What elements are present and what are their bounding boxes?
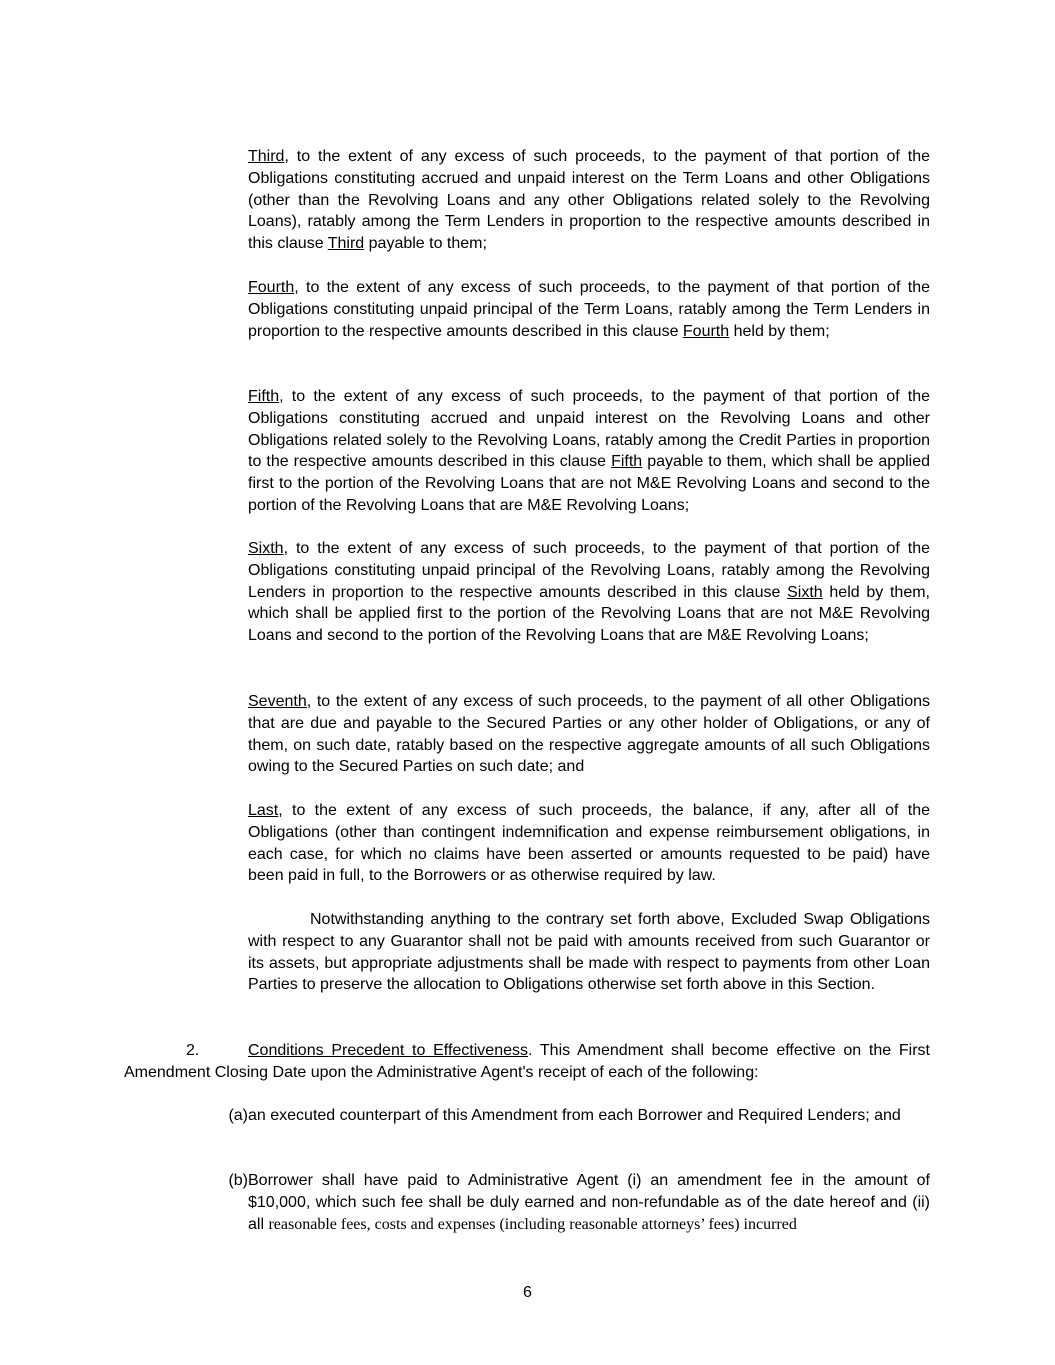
clause-fifth [248, 386, 930, 517]
list-item-a-label: (a) [228, 1107, 248, 1124]
section-2-heading: Conditions Precedent to Effectiveness [248, 1042, 528, 1059]
clause-third-text-a: , to the extent of any excess of such proceeds, to the payment of that portion of the Obligations constituting accrued and unpaid interest on the Term Loans and other Obligations (other than the Revolving Loans and any other Obligations related solely to the Revolving Loans), ratably among the Term Lenders in proportion to the respective amounts described in this clause [248, 148, 930, 253]
clause-sixth-text-a: , to the extent of any excess of such proceeds, to the payment of that portion of the Obligations constituting unpaid principal of the Revolving Loans, ratably among the Revolving Lenders in proportion to the respective amounts described in this clause [248, 540, 930, 601]
clause-sixth [248, 538, 930, 647]
clause-third-text-b: payable to them; [364, 235, 487, 253]
list-item-a-text: an executed counterpart of this Amendment from each Borrower and Required Lenders; and [248, 1107, 901, 1124]
clause-last [248, 800, 930, 887]
clause-fifth-text-a: , to the extent of any excess of such proceeds, to the payment of that portion of the Obligations constituting accrued and unpaid interest on the Revolving Loans and other Obligations related solely to the Revolving Loans, ratably among the Credit Parties in proportion to the respective amounts described in this clause [248, 388, 930, 471]
list-item-b-label: (b) [228, 1172, 248, 1189]
clause-last-text: , to the extent of any excess of such proceeds, the balance, if any, after all of the Obligations (other than contingent indemnification and expense reimbursement obligations, in each case, for which no claims have been asserted or amounts requested to be paid) have been paid in full, to the Borrowers or as otherwise required by law. [248, 802, 930, 885]
list-item-b-text-b: reasonable fees, costs and expenses (including reasonable attorneys’ fees) incurred [268, 1215, 797, 1233]
clause-sixth-label: Sixth [248, 540, 284, 557]
clause-sixth-ref: Sixth [787, 583, 823, 601]
section-2-number [124, 1040, 248, 1062]
clause-last-label: Last [248, 802, 279, 819]
clause-fourth-ref: Fourth [682, 322, 730, 340]
clause-seventh-label: Seventh [248, 693, 307, 710]
list-item-b-body [248, 1170, 930, 1235]
section-2-text: . This Amendment shall become effective on the First Amendment Closing Date upon the Administrative Agent's receipt of each of the following: [124, 1042, 931, 1081]
clause-seventh [248, 691, 930, 778]
list-item-b-text-a: Borrower shall have paid to Administrative Agent (i) an amendment fee in the amount of $10,000, which such fee shall be duly earned and non-refundable as of the date hereof and (ii) all [248, 1172, 930, 1233]
section-2-number-text: 2. [186, 1042, 200, 1059]
clause-fourth-label: Fourth [248, 279, 295, 296]
clause-third-label: Third [248, 148, 285, 165]
notwithstanding-paragraph: Notwithstanding anything to the contrary set forth above, Excluded Swap Obligations with respect to any Guarantor shall not be paid with amounts received from such Guarantor or its assets, but appropriate adjustments shall be made with respect to payments from other Loan Parties to preserve the allocation to Obligations otherwise set forth above in this Section. [248, 911, 930, 994]
clause-sixth-text-b: held by them, which shall be applied first to the portion of the Revolving Loans that are not M&E Revolving Loans and second to the portion of the Revolving Loans that are M&E Revolving Loans; [248, 583, 930, 645]
clause-fourth [248, 277, 930, 342]
clause-seventh-text: , to the extent of any excess of such proceeds, to the payment of all other Obligations that are due and payable to the Secured Parties or any other holder of Obligations, or any of them, on such date, ratably based on the respective aggregate amounts of all such Obligations owing to the Secured Parties on such date; and [248, 693, 930, 776]
clause-third-ref: Third [327, 235, 365, 253]
clause-fifth-text-b: payable to them, which shall be applied first to the portion of the Revolving Loans that are not M&E Revolving Loans and second to the portion of the Revolving Loans that are M&E Revolving Loans; [248, 453, 931, 514]
clause-fourth-text-a: , to the extent of any excess of such proceeds, to the payment of that portion of the Obligations constituting unpaid principal of the Term Loans, ratably among the Term Lenders in proportion to the respective amounts described in this clause [248, 279, 930, 340]
list-item-a [210, 1105, 930, 1127]
section-2 [124, 1040, 930, 1084]
clause-fifth-ref: Fifth [611, 453, 643, 471]
clause-fourth-text-b: held by them; [729, 322, 830, 340]
page-number: 6 [523, 1284, 532, 1301]
list-item-b [210, 1170, 930, 1235]
clause-fifth-label: Fifth [248, 388, 280, 405]
clause-third [248, 146, 930, 255]
